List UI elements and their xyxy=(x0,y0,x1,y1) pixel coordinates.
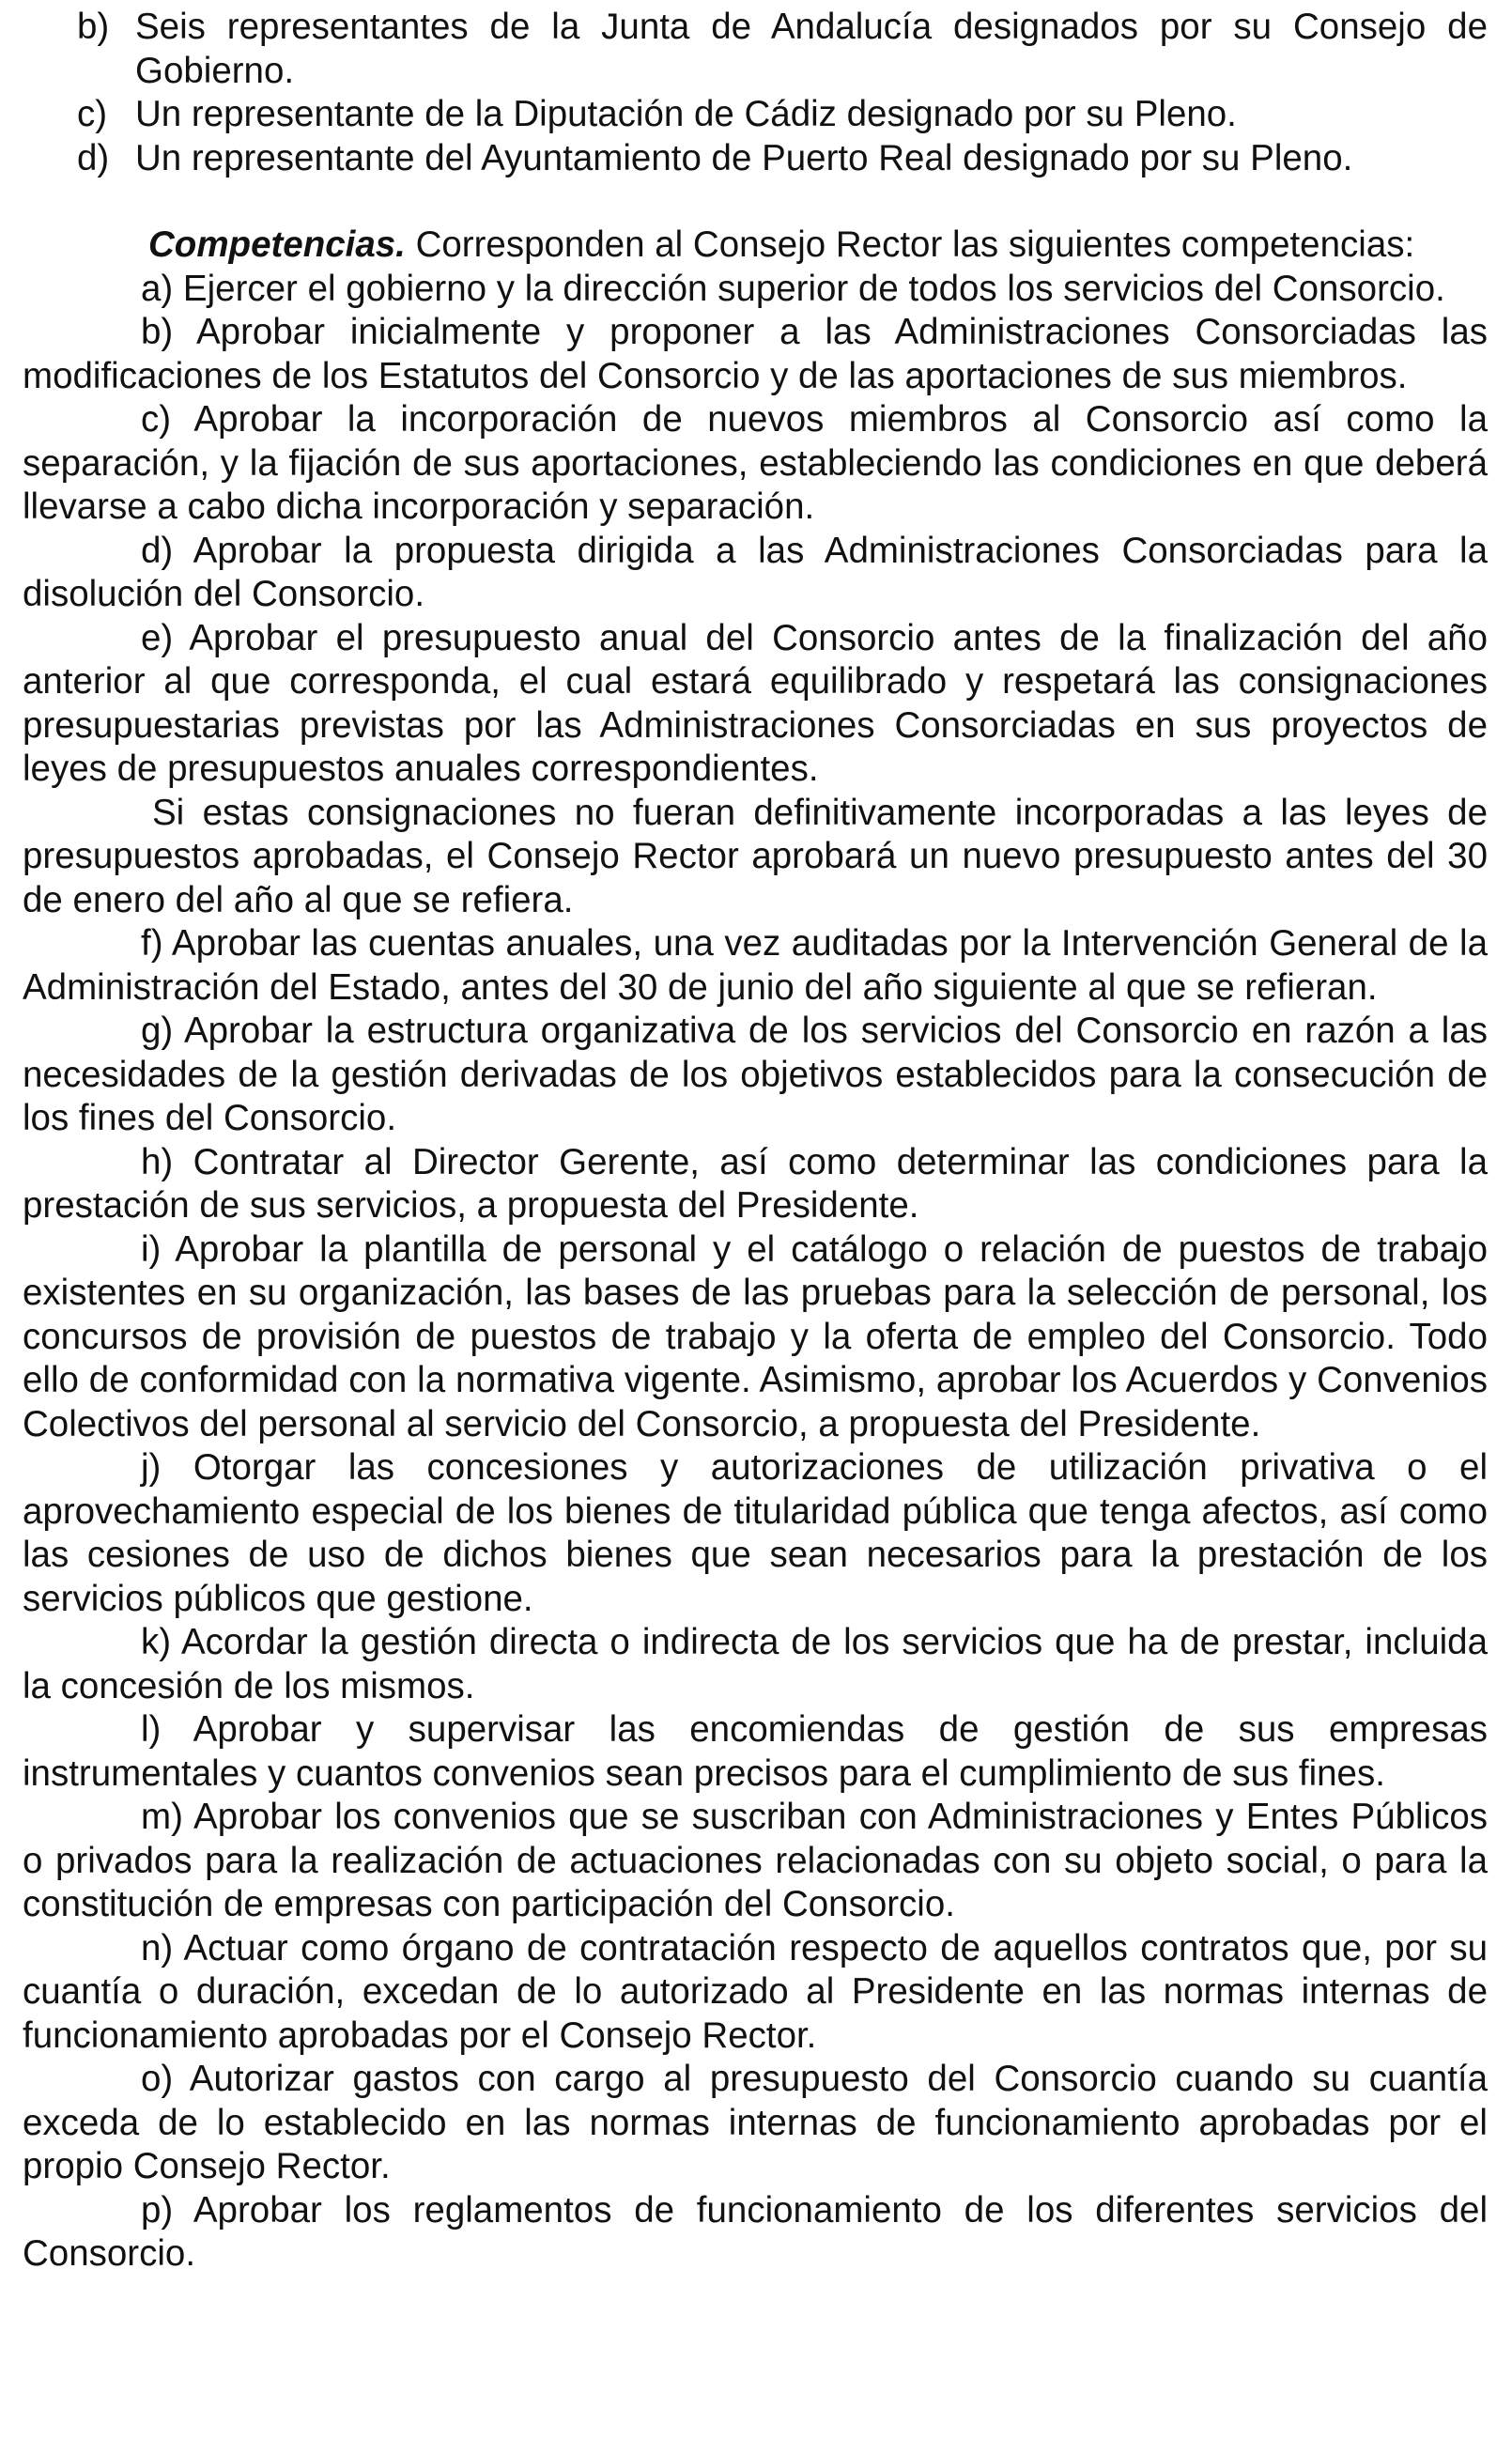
competencia-c: c) Aprobar la incorporación de nuevos miembros al Consorcio así como la separación, y la fijación de sus aportaciones, estableciendo las condiciones en que deberá llevarse a cabo dicha incorporación y separación. xyxy=(23,399,1488,527)
competencias-heading xyxy=(23,224,1488,268)
competencia-j: j) Otorgar las concesiones y autorizaciones de utilización privativa o el aprovechamiento especial de los bienes de titularidad pública que tenga afectos, así como las cesiones de uso de dichos bienes que sean necesarios para la prestación de los servicios públicos que gestione. xyxy=(23,1447,1488,1619)
section-title: Competencias. xyxy=(148,224,406,265)
member-text: Seis representantes de la Junta de Andalucía designados por su Consejo de Gobierno. xyxy=(135,7,1488,91)
competencia-a: a) Ejercer el gobierno y la dirección superior de todos los servicios del Consorcio. xyxy=(141,268,1445,309)
competencia-l: l) Aprobar y supervisar las encomiendas de gestión de sus empresas instrumentales y cuantos convenios sean precisos para el cumplimiento de sus fines. xyxy=(23,1709,1488,1794)
competencia-e: e) Aprobar el presupuesto anual del Consorcio antes de la finalización del año anterior al que corresponda, el cual estará equilibrado y respetará las consignaciones presupuestarias previstas por las Administraciones Consorciadas en sus proyectos de leyes de presupuestos anuales correspondientes. xyxy=(23,617,1488,789)
competencia-i: i) Aprobar la plantilla de personal y el catálogo o relación de puestos de trabajo existentes en su organización, las bases de las pruebas para la selección de personal, los concursos de provisión de puestos de trabajo y la oferta de empleo del Consorcio. Todo ello de conformidad con la normativa vigente. Asimismo, aprobar los Acuerdos y Convenios Colectivos del personal al servicio del Consorcio, a propuesta del Presidente. xyxy=(23,1228,1488,1444)
member-item-d xyxy=(77,137,1488,181)
member-item-c xyxy=(77,93,1488,137)
member-item-b xyxy=(77,6,1488,93)
competencia-m: m) Aprobar los convenios que se suscriban con Administraciones y Entes Públicos o privados para la realización de actuaciones relacionadas con su objeto social, o para la constitución de empresas con participación del Consorcio. xyxy=(23,1797,1488,1924)
competencia-k: k) Acordar la gestión directa o indirecta de los servicios que ha de prestar, incluida la concesión de los mismos. xyxy=(23,1622,1488,1706)
competencia-n: n) Actuar como órgano de contratación respecto de aquellos contratos que, por su cuantía o duración, excedan de lo autorizado al Presidente en las normas internas de funcionamiento aprobadas por el Consejo Rector. xyxy=(23,1927,1488,2056)
member-text: Un representante de la Diputación de Cádiz designado por su Pleno. xyxy=(135,94,1237,134)
list-marker: d) xyxy=(77,137,110,178)
list-marker: b) xyxy=(77,7,110,47)
document-page xyxy=(23,6,1488,2277)
member-text: Un representante del Ayuntamiento de Puerto Real designado por su Pleno. xyxy=(135,137,1353,178)
competencia-d: d) Aprobar la propuesta dirigida a las Administraciones Consorciadas para la disolución del Consorcio. xyxy=(23,530,1488,614)
competencia-h: h) Contratar al Director Gerente, así como determinar las condiciones para la prestación de sus servicios, a propuesta del Presidente. xyxy=(23,1141,1488,1226)
competencia-g: g) Aprobar la estructura organizativa de los servicios del Consorcio en razón a las necesidades de la gestión derivadas de los objetivos establecidos para la consecución de los fines del Consorcio. xyxy=(23,1011,1488,1138)
competencia-o: o) Autorizar gastos con cargo al presupuesto del Consorcio cuando su cuantía exceda de lo establecido en las normas internas de funcionamiento aprobadas por el propio Consejo Rector. xyxy=(23,2059,1488,2186)
competencia-p: p) Aprobar los reglamentos de funcionamiento de los diferentes servicios del Consorcio. xyxy=(23,2189,1488,2274)
section-intro: Corresponden al Consejo Rector las siguientes competencias: xyxy=(405,224,1415,265)
competencia-f: f) Aprobar las cuentas anuales, una vez auditadas por la Intervención General de la Administración del Estado, antes del 30 de junio del año siguiente al que se refieran. xyxy=(23,923,1488,1008)
competencia-e-continuation: Si estas consignaciones no fueran definitivamente incorporadas a las leyes de presupuestos aprobadas, el Consejo Rector aprobará un nuevo presupuesto antes del 30 de enero del año al que se refiera. xyxy=(23,792,1488,920)
list-marker: c) xyxy=(77,94,108,134)
competencia-b: b) Aprobar inicialmente y proponer a las Administraciones Consorciadas las modificaciones de los Estatutos del Consorcio y de las aportaciones de sus miembros. xyxy=(23,312,1488,396)
